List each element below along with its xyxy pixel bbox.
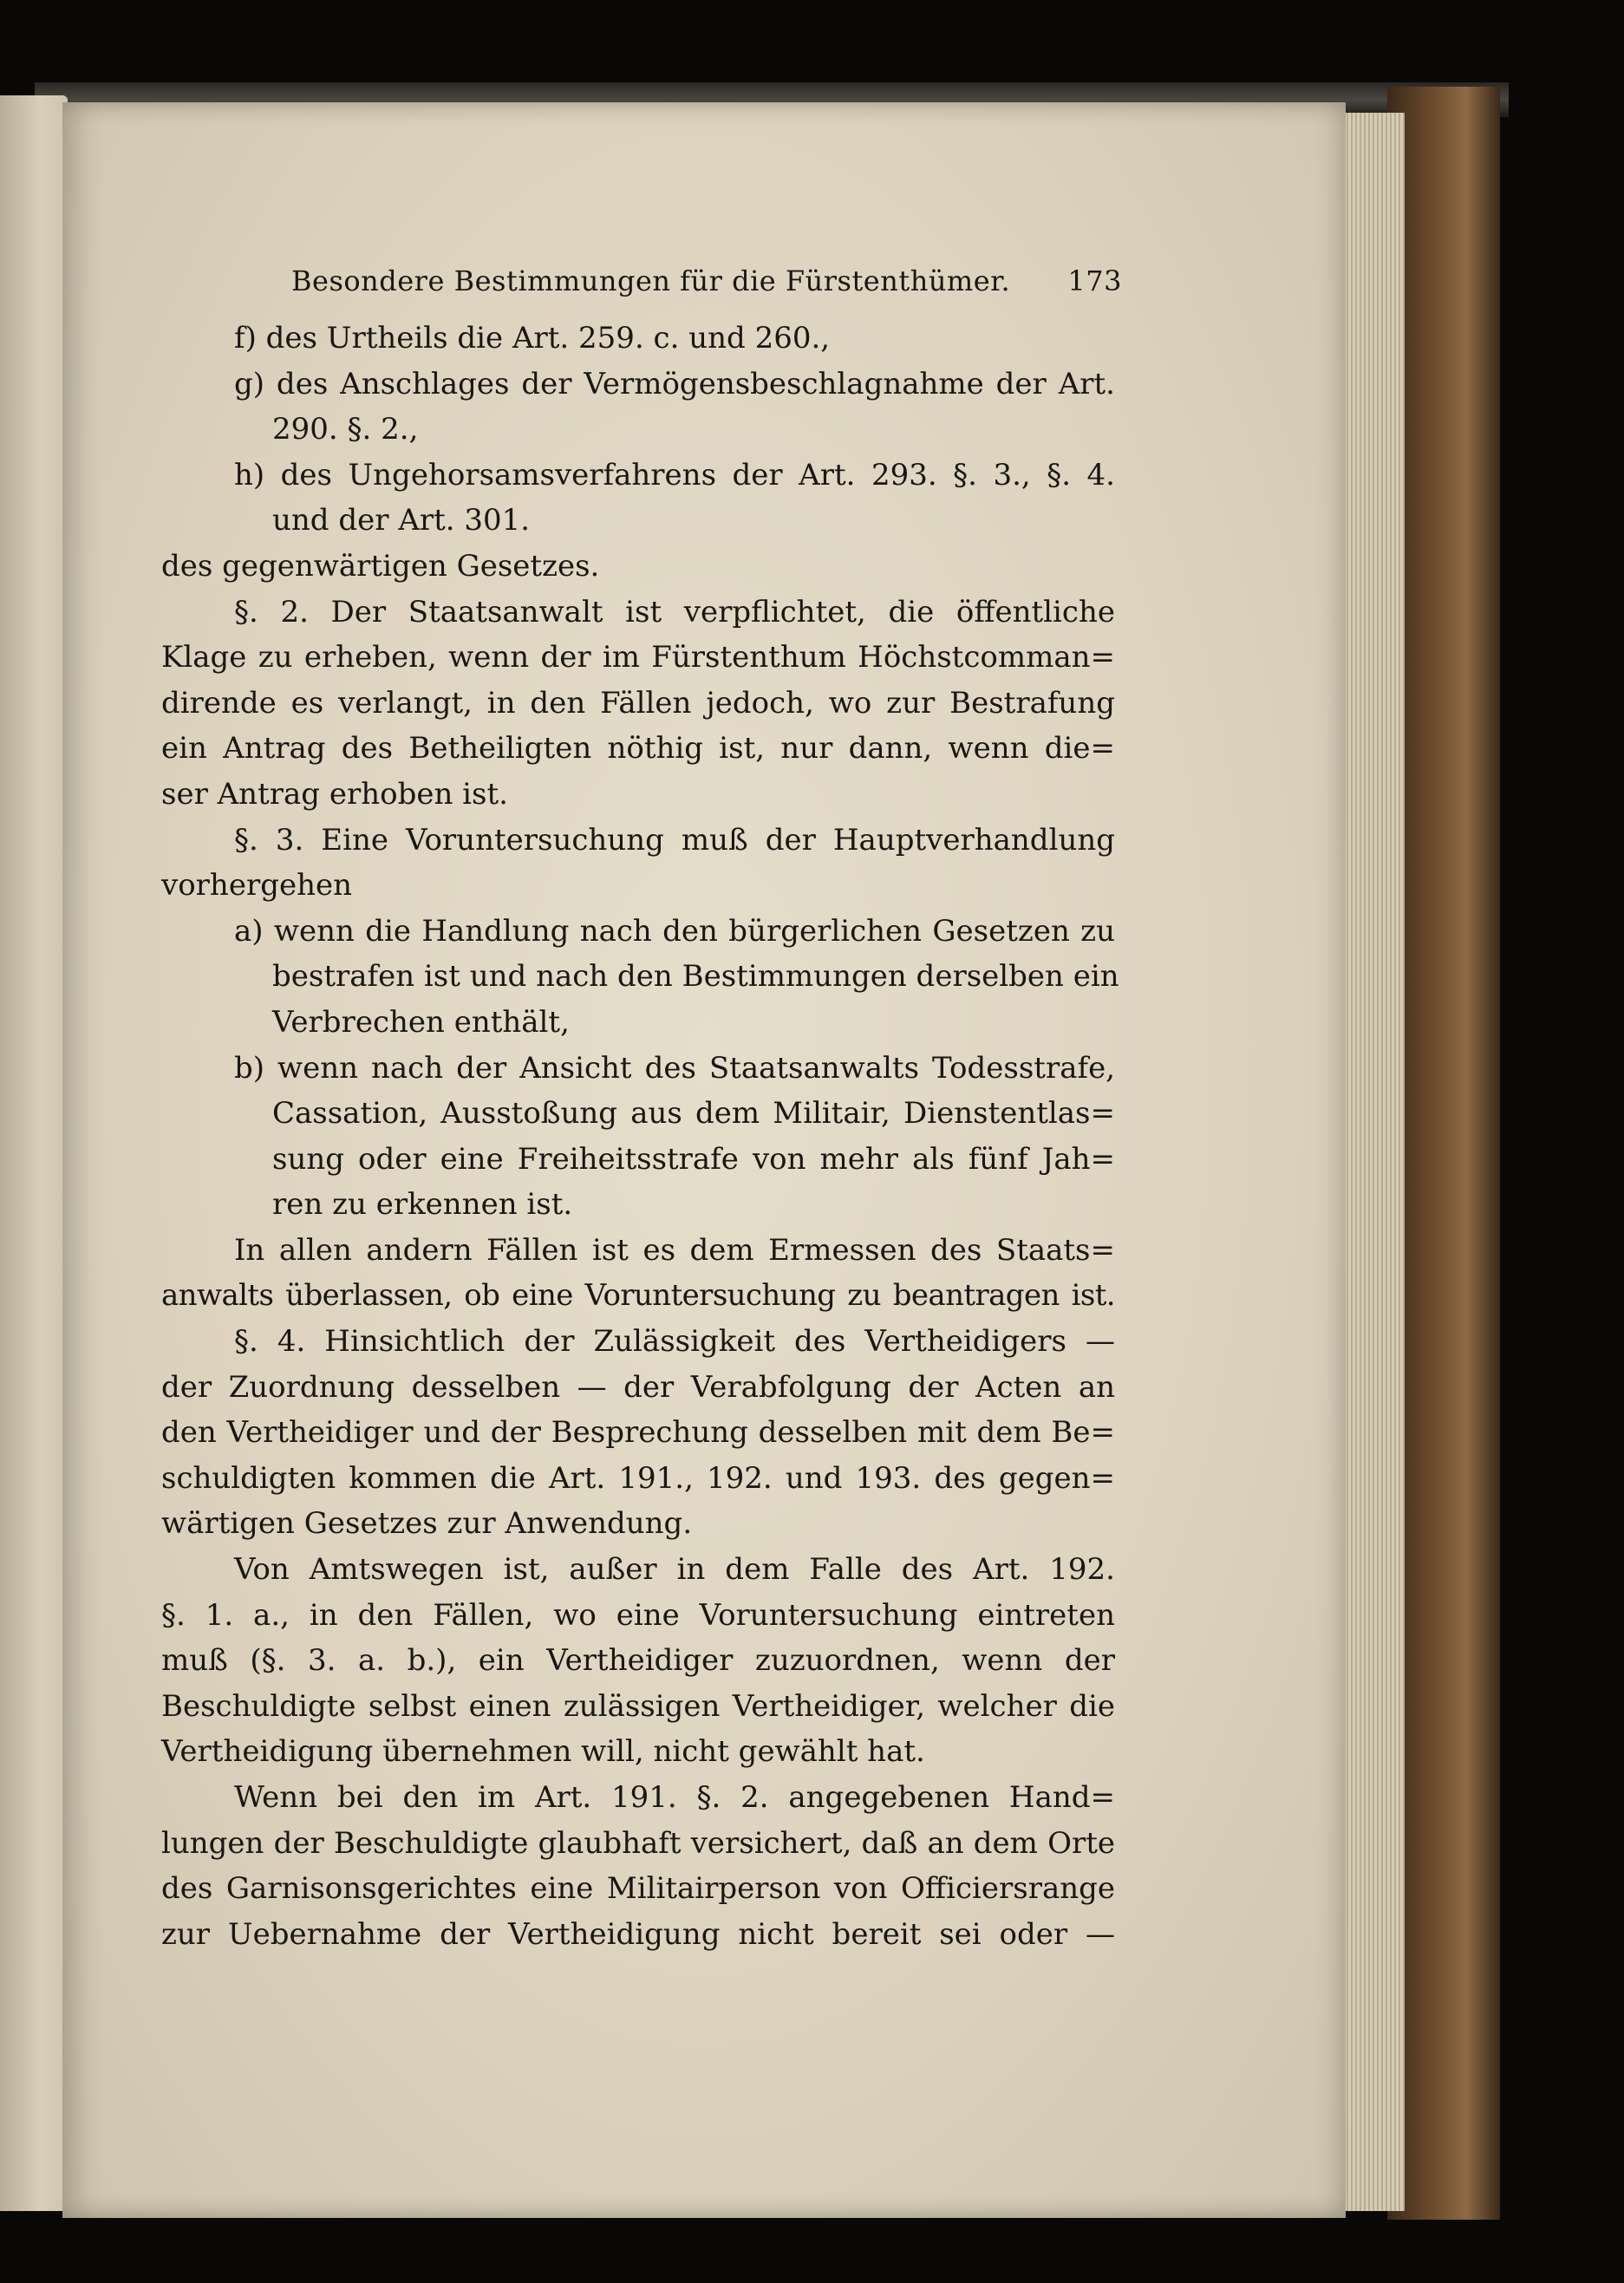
text-line: §. 1. a., in den Fällen, wo eine Voruntersuchung eintreten — [161, 1597, 1115, 1633]
text-line: und der Art. 301. — [272, 503, 531, 538]
text-line: f) des Urtheils die Art. 259. c. und 260., — [234, 321, 831, 355]
text-line: b) wenn nach der Ansicht des Staatsanwalts Todesstrafe, — [234, 1050, 1115, 1086]
text-line: wärtigen Gesetzes zur Anwendung. — [161, 1506, 693, 1542]
text-line: des gegenwärtigen Gesetzes. — [161, 548, 600, 584]
text-line: der Zuordnung desselben — der Verabfolgung der Acten an — [161, 1369, 1115, 1405]
page-text — [161, 258, 1122, 1957]
text-line: 290. §. 2., — [272, 412, 419, 447]
text-line: ein Antrag des Betheiligten nöthig ist, nur dann, wenn die= — [161, 731, 1115, 766]
text-line: Vertheidigung übernehmen will, nicht gewählt hat. — [161, 1734, 925, 1770]
text-line: Wenn bei den im Art. 191. §. 2. angegebenen Hand= — [234, 1780, 1115, 1815]
text-line: Verbrechen enthält, — [272, 1004, 570, 1040]
text-line: lungen der Beschuldigte glaubhaft versichert, daß an dem Orte — [161, 1825, 1115, 1861]
text-line: g) des Anschlages der Vermögensbeschlagnahme der Art. — [234, 366, 1115, 401]
text-line: a) wenn die Handlung nach den bürgerlichen Gesetzen zu — [234, 913, 1115, 949]
text-line: vorhergehen — [161, 868, 353, 903]
text-line: ser Antrag erhoben ist. — [161, 776, 508, 812]
text-line: schuldigten kommen die Art. 191., 192. und 193. des gegen= — [161, 1460, 1115, 1496]
text-line: sung oder eine Freiheitsstrafe von mehr als fünf Jah= — [272, 1141, 1115, 1177]
running-title: Besondere Bestimmungen für die Fürstenthümer. — [291, 264, 1011, 297]
text-line: des Garnisonsgerichtes eine Militairperson von Officiersrange — [161, 1871, 1115, 1907]
text-line: muß (§. 3. a. b.), ein Vertheidiger zuzuordnen, wenn der — [161, 1643, 1115, 1679]
page-number: 173 — [1067, 264, 1122, 297]
text-line: §. 4. Hinsichtlich der Zulässigkeit des Vertheidigers — — [234, 1324, 1115, 1360]
text-line: Cassation, Ausstoßung aus dem Militair, Dienstentlas= — [272, 1096, 1115, 1132]
text-line: den Vertheidiger und der Besprechung desselben mit dem Be= — [161, 1415, 1115, 1451]
text-line: dirende es verlangt, in den Fällen jedoch, wo zur Bestrafung — [161, 685, 1115, 721]
text-line: §. 3. Eine Voruntersuchung muß der Hauptverhandlung — [234, 822, 1115, 858]
text-line: In allen andern Fällen ist es dem Ermessen des Staats= — [234, 1232, 1115, 1268]
text-line: Klage zu erheben, wenn der im Fürstenthum Höchstcomman= — [161, 640, 1115, 675]
text-line: bestrafen ist und nach den Bestimmungen derselben ein — [272, 959, 1119, 995]
text-line: Beschuldigte selbst einen zulässigen Vertheidiger, welcher die — [161, 1688, 1115, 1724]
text-line: zur Uebernahme der Vertheidigung nicht bereit sei oder — — [161, 1916, 1115, 1952]
text-line: anwalts überlassen, ob eine Voruntersuchung zu beantragen ist. — [161, 1278, 1115, 1314]
text-line: Von Amtswegen ist, außer in dem Falle des Art. 192. — [234, 1552, 1115, 1588]
text-line: ren zu erkennen ist. — [272, 1187, 573, 1223]
running-header — [161, 258, 1122, 316]
facing-page-edge — [0, 95, 68, 2211]
text-line: h) des Ungehorsamsverfahrens der Art. 293. §. 3., §. 4. — [234, 457, 1115, 492]
text-line: §. 2. Der Staatsanwalt ist verpflichtet, die öffentliche — [234, 594, 1115, 629]
